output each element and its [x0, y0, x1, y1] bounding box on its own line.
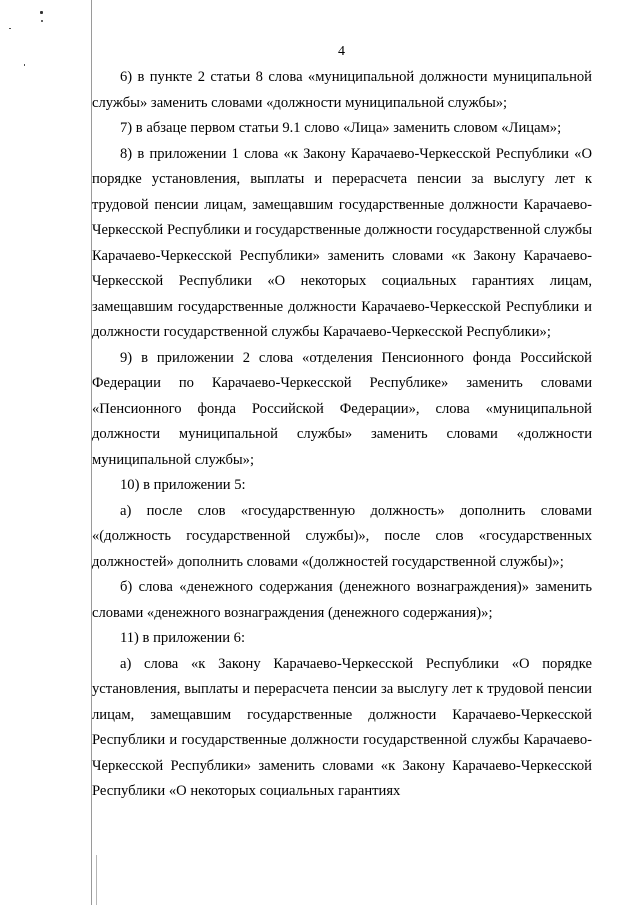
paragraph-item-11a: а) слова «к Закону Карачаево-Черкесской Республики «О порядке установления, выплаты и перерасчета пенсии за выслугу лет к трудовой пенсии лицам, замещавшим государственные должности Карачаево-Черкесской Республики и государственные должности государственной службы Карачаево-Черкесской Республики» заменить словами «к Закону Карачаево-Черкесской Республики «О некоторых социальных гарантиях — [92, 655, 592, 799]
binding-margin-line-secondary — [96, 855, 97, 905]
page-number: 4 — [338, 44, 345, 59]
paragraph-item-10b: б) слова «денежного содержания (денежного вознаграждения)» заменить словами «денежного вознаграждения (денежного содержания)»; — [92, 579, 592, 621]
paragraph-item-10: 10) в приложении 5: — [120, 477, 246, 493]
paragraph-item-8: 8) в приложении 1 слова «к Закону Карачаево-Черкесской Республики «О порядке установления, выплаты и перерасчета пенсии за выслугу лет к трудовой пенсии лицам, замещавшим государственные должности Карачаево-Черкесской Республики и государственные должности государственной службы Карачаево-Черкесской Республики» заменить словами «к Закону Карачаево-Черкесской Республики «О некоторых социальных гарантиях лицам, замещавшим государственные должности Карачаево-Черкесской Республики и должности государственной службы Карачаево-Черкесской Республики»; — [92, 145, 592, 340]
paragraph-item-6: 6) в пункте 2 статьи 8 слова «муниципальной должности муниципальной службы» заменить словами «должности муниципальной службы»; — [92, 69, 592, 111]
document-body — [92, 65, 592, 805]
paragraph-item-9: 9) в приложении 2 слова «отделения Пенсионного фонда Российской Федерации по Карачаево-Черкесской Республике» заменить словами «Пенсионного фонда Российской Федерации», слова «муниципальной должности муниципальной службы» заменить словами «должности муниципальной службы»; — [92, 349, 592, 468]
scan-speck — [9, 28, 11, 29]
scan-speck — [40, 11, 43, 14]
paragraph-item-11: 11) в приложении 6: — [120, 630, 246, 646]
scan-speck — [24, 64, 25, 66]
paragraph-item-10a: а) после слов «государственную должность» дополнить словами «(должность государственной службы)», после слов «государственных должностей» дополнить словами «(должностей государственной службы)»; — [92, 502, 592, 570]
paragraph-item-7: 7) в абзаце первом статьи 9.1 слово «Лица» заменить словом «Лицам»; — [120, 120, 562, 136]
scan-speck — [41, 20, 43, 22]
